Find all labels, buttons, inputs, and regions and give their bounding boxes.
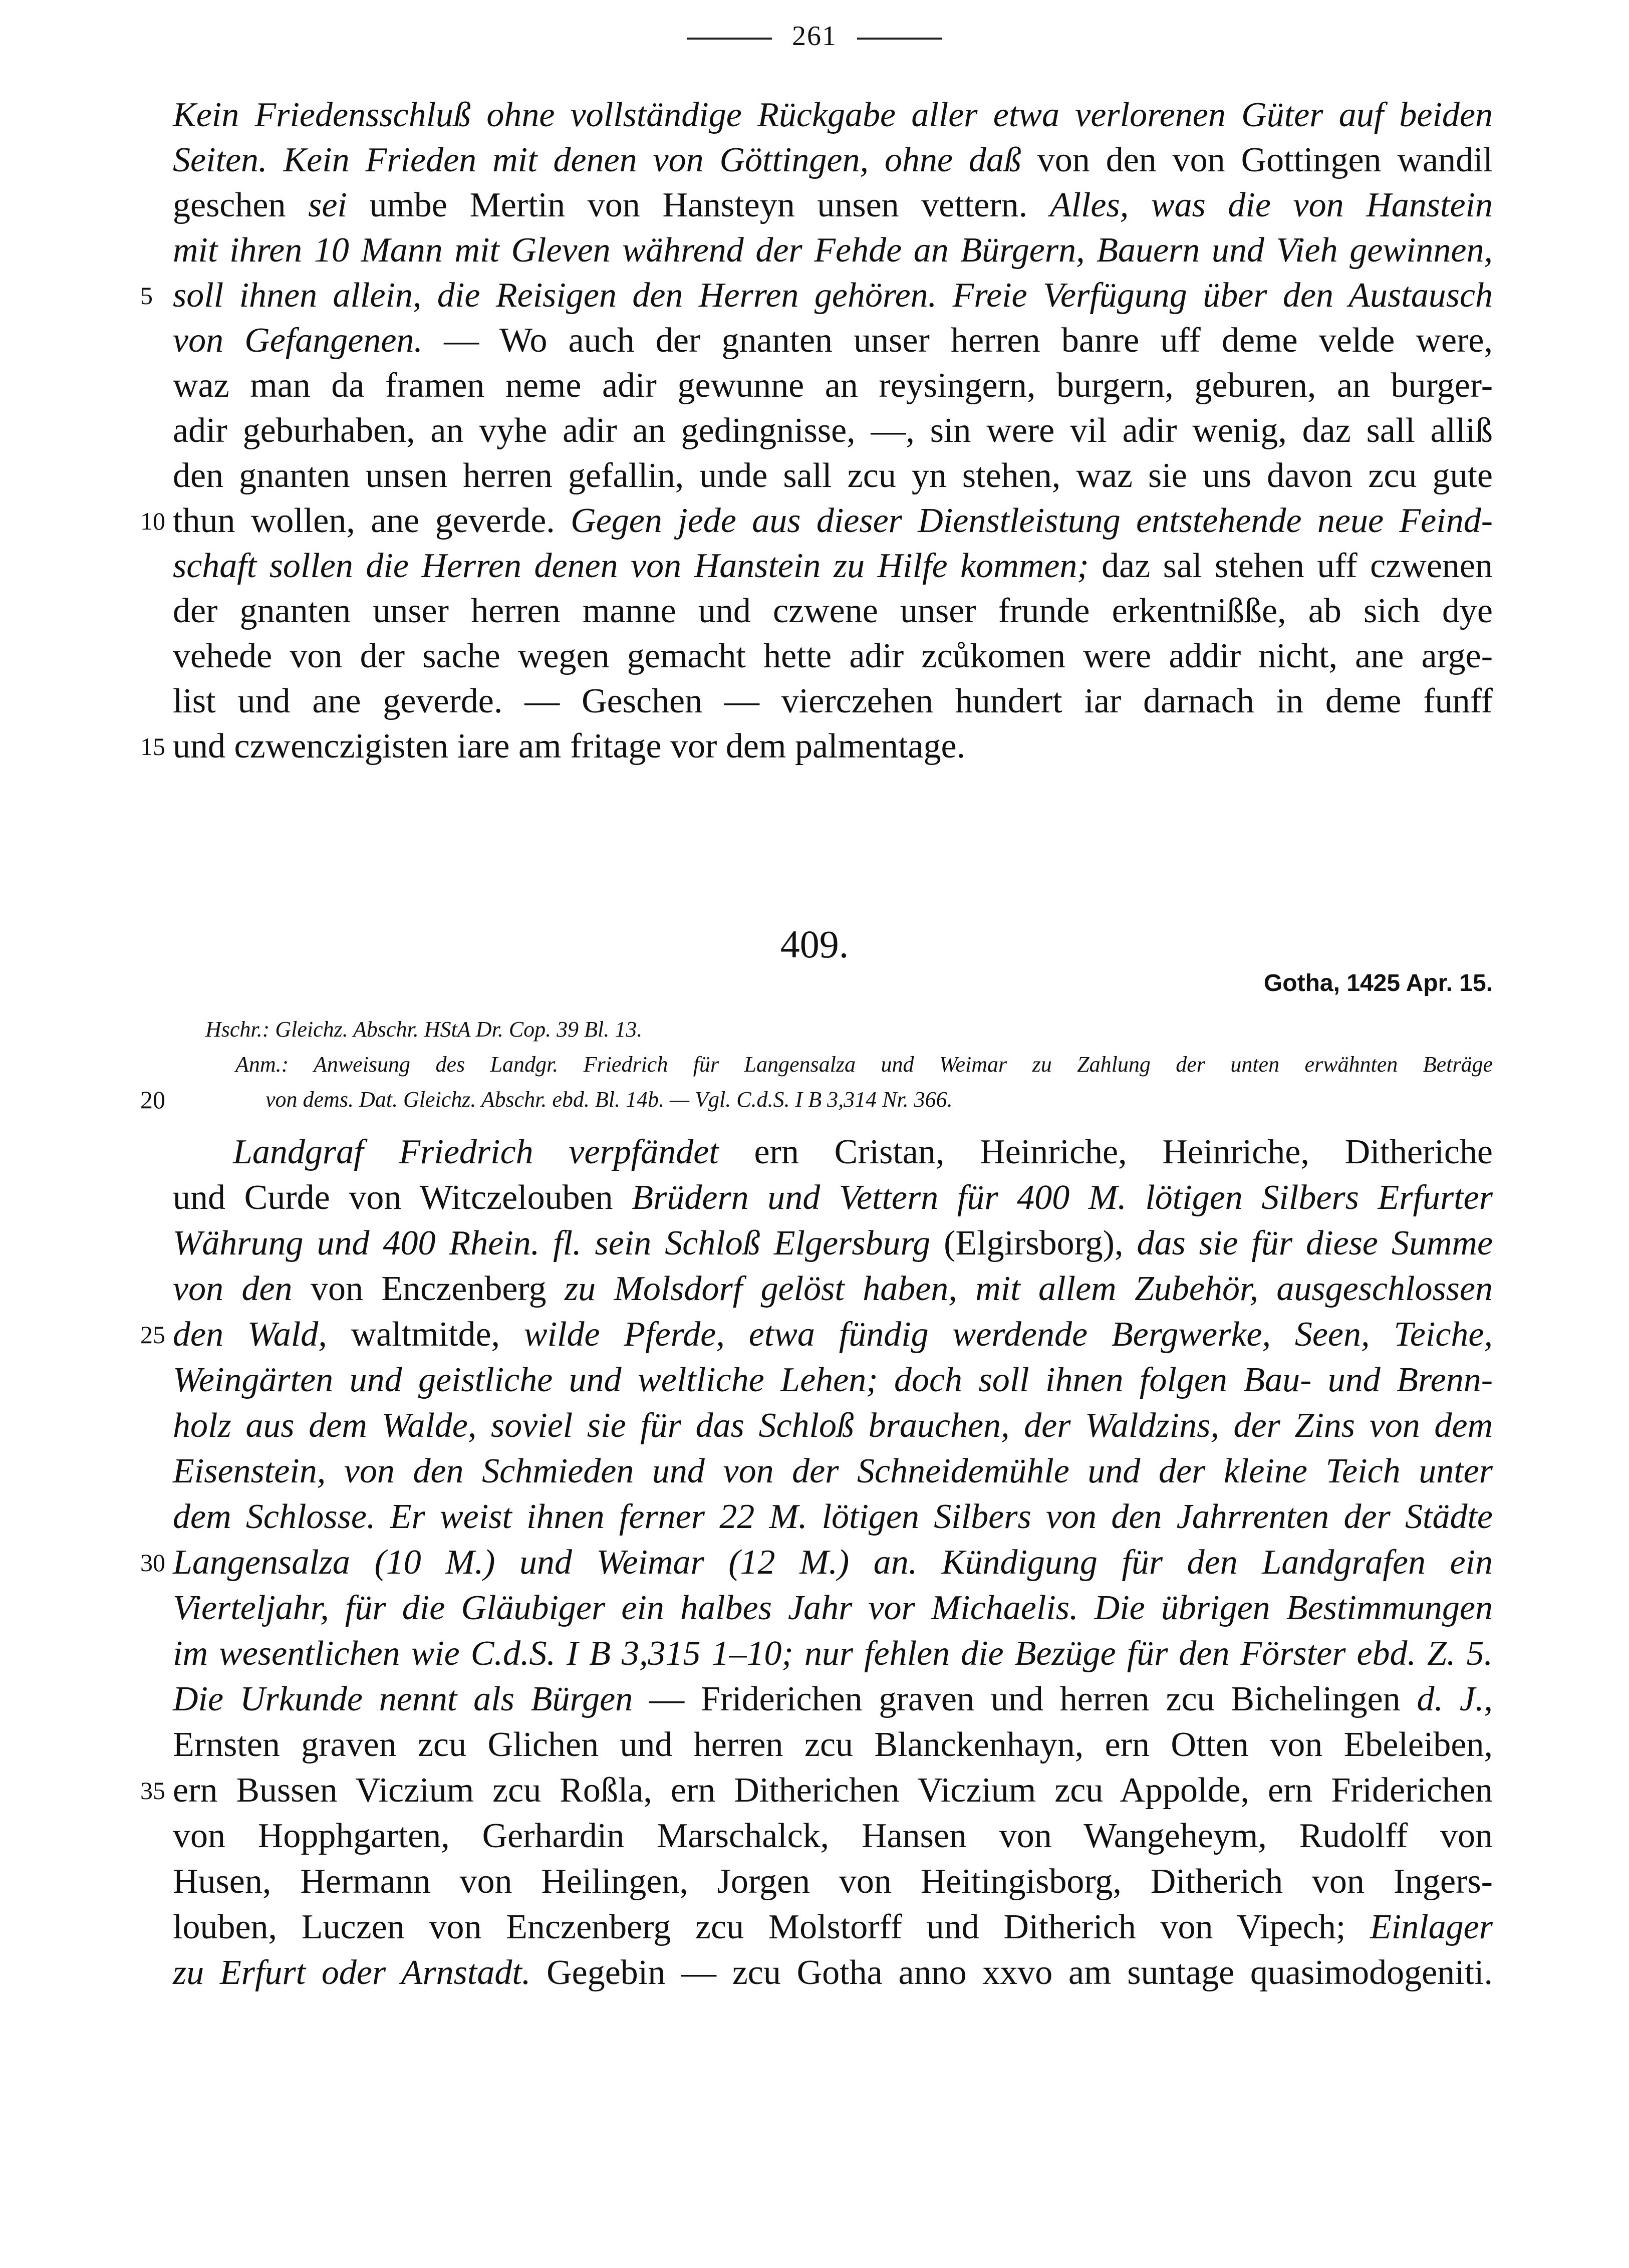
header-rule-right bbox=[857, 38, 942, 40]
line-text bbox=[173, 1768, 1493, 1813]
line-number: 30 bbox=[140, 1549, 165, 1577]
apparatus-line bbox=[205, 1012, 1433, 1047]
source-text: (Elgirsborg), bbox=[930, 1224, 1137, 1263]
source-text: umbe Mertin von Hansteyn unsen vettern. bbox=[347, 186, 1050, 224]
source-text: von Enczenberg bbox=[292, 1270, 565, 1308]
source-text: Gegebin — zcu Gotha anno xxv bbox=[530, 1953, 1035, 1992]
line-text bbox=[173, 544, 1493, 589]
italic-regest-text: im wesentlichen wie C.d.S. I B 3,315 1–10; nur fehlen die Bezüge für den Förster ebd. Z. 5. bbox=[173, 1634, 1493, 1673]
line-text bbox=[173, 1494, 1493, 1540]
line-text bbox=[173, 1859, 1493, 1904]
italic-regest-text: zu Molsdorf gelöst haben, mit allem Zubehör, ausgeschlossen bbox=[564, 1270, 1493, 1308]
line-text bbox=[173, 1175, 1493, 1220]
source-text: list und ane geverde. — Geschen — vierczehen hundert iar darnach in deme funff bbox=[173, 682, 1493, 720]
source-text: Ernsten graven zcu Glichen und herren zcu Blanckenhayn, ern Otten von Ebeleiben, bbox=[173, 1725, 1493, 1764]
line-text bbox=[233, 1130, 1493, 1175]
italic-regest-text: von den bbox=[173, 1270, 293, 1308]
italic-regest-text: Weingärten und geistliche und weltliche Lehen; doch soll ihnen folgen Bau- und Brenn- bbox=[173, 1361, 1493, 1399]
source-text: geschen bbox=[173, 186, 309, 224]
source-text: thun wollen, ane geverde. bbox=[173, 501, 571, 540]
line-text bbox=[173, 1586, 1493, 1631]
source-text: — Friderichen graven und herren zcu Bichelingen bbox=[633, 1680, 1417, 1718]
source-text: am suntage quasimodogeniti. bbox=[1052, 1953, 1493, 1992]
source-text: und Curde von Witczelouben bbox=[173, 1178, 632, 1217]
line-text bbox=[173, 1449, 1493, 1494]
italic-regest-text: Langensalza (10 M.) und Weimar (12 M.) an. Kündigung für den Landgrafen ein bbox=[173, 1543, 1493, 1582]
line-text bbox=[173, 1312, 1493, 1357]
line-text bbox=[173, 183, 1493, 228]
line-text bbox=[173, 1814, 1493, 1859]
italic-regest-text: das sie für diese Summe bbox=[1137, 1224, 1493, 1263]
italic-regest-text: holz aus dem Walde, soviel sie für das Schloß brauchen, der Waldzins, der Zins von dem bbox=[173, 1406, 1493, 1445]
italic-regest-text: soll ihnen allein, die Reisigen den Herren gehören. Freie Verfügung über den Austausch bbox=[173, 276, 1493, 315]
italic-regest-text: Vierteljahr, für die Gläubiger ein halbes Jahr vor Michaelis. Die übrigen Bestimmungen bbox=[173, 1589, 1493, 1627]
italic-regest-text: Währung und 400 Rhein. fl. sein Schloß Elgersburg bbox=[173, 1224, 931, 1263]
italic-regest-text: den Wald, bbox=[173, 1315, 327, 1354]
italic-regest-text: schaft sollen die Herren denen von Hanstein zu Hilfe kommen; bbox=[173, 547, 1089, 585]
italic-regest-text: Brüdern und Vettern für 400 M. lötigen Silbers Erfurter bbox=[632, 1178, 1493, 1217]
line-number: 25 bbox=[140, 1321, 165, 1349]
line-text bbox=[173, 1631, 1493, 1676]
page-header bbox=[0, 20, 1629, 52]
document-number: 409. bbox=[780, 922, 849, 966]
place-date: Gotha, 1425 Apr. 15. bbox=[1263, 970, 1493, 996]
header-rule-left bbox=[687, 38, 772, 40]
line-text bbox=[173, 1677, 1493, 1722]
line-text bbox=[173, 1540, 1493, 1585]
source-text: ern Cristan, Heinriche, Heinriche, Ditheriche bbox=[718, 1133, 1493, 1171]
source-text: den gnanten unsen herren gefallin, unde sall zcu yn stehen, waz sie uns davon zcu gute bbox=[173, 456, 1493, 495]
source-text: — Wo auch der gnanten unser herren banre uff deme velde were, bbox=[422, 321, 1493, 360]
line-text bbox=[173, 498, 1493, 544]
line-number: 20 bbox=[140, 1086, 165, 1114]
italic-regest-text: zu Erfurt oder Arnstadt. bbox=[173, 1953, 531, 1992]
line-text bbox=[173, 1221, 1493, 1266]
page-number: 261 bbox=[792, 21, 837, 52]
source-text: louben, Luczen von Enczenberg zcu Molstorff und Ditherich von Vipech; bbox=[173, 1908, 1371, 1946]
line-number: 5 bbox=[140, 282, 153, 310]
line-number: 10 bbox=[140, 507, 165, 535]
italic-regest-text: Gegen jede aus dieser Dienstleistung entstehende neue Feind- bbox=[571, 501, 1493, 540]
italic-regest-text: Seiten. Kein Frieden mit denen von Göttingen, ohne daß bbox=[173, 141, 1021, 179]
source-text: daz sal stehen uff czwenen bbox=[1089, 547, 1493, 585]
source-text: , bbox=[1484, 1680, 1493, 1718]
apparatus-text: von dems. Dat. Gleichz. Abschr. ebd. Bl. 14b. — Vgl. C.d.S. I B 3,314 Nr. 366. bbox=[265, 1087, 953, 1112]
source-text: o bbox=[1035, 1953, 1053, 1992]
line-text bbox=[173, 1905, 1493, 1950]
italic-regest-text: wilde Pferde, etwa fündig werdende Bergwerke, Seen, Teiche, bbox=[523, 1315, 1493, 1354]
line-text bbox=[173, 1950, 1493, 1995]
source-text: Husen, Hermann von Heilingen, Jorgen von Heitingisborg, Ditherich von Ingers- bbox=[173, 1862, 1493, 1901]
source-text: von Hopphgarten, Gerhardin Marschalck, Hansen von Wangeheym, Rudolff von bbox=[173, 1817, 1493, 1855]
line-number: 35 bbox=[140, 1777, 165, 1805]
source-text: vehede von der sache wegen gemacht hette adir zcůkomen were addir nicht, ane arge- bbox=[173, 637, 1493, 675]
italic-regest-text: von Gefangenen. bbox=[173, 321, 423, 360]
source-text: waz man da framen neme adir gewunne an reysingern, burgern, geburen, an burger- bbox=[173, 366, 1493, 405]
italic-regest-text: sei bbox=[308, 186, 347, 224]
line-text bbox=[173, 679, 1493, 724]
source-text: adir geburhaben, an vyhe adir an gedingnisse, —, sin were vil adir wenig, daz sall alliß bbox=[173, 411, 1493, 450]
line-text bbox=[173, 138, 1493, 183]
source-text: waltmitde, bbox=[327, 1315, 524, 1354]
line-text bbox=[173, 228, 1493, 273]
italic-regest-text: Einlager bbox=[1370, 1908, 1493, 1946]
line-text bbox=[173, 724, 1493, 769]
apparatus-line bbox=[140, 1082, 1493, 1117]
italic-regest-text: d. J. bbox=[1417, 1680, 1484, 1718]
line-text bbox=[173, 93, 1493, 138]
line-text bbox=[173, 1403, 1493, 1448]
line-text bbox=[173, 273, 1493, 318]
line-text bbox=[173, 453, 1493, 498]
line-text bbox=[173, 634, 1493, 679]
apparatus-text: Anm.: Anweisung des Landgr. Friedrich für Langensalza und Weimar zu Zahlung der unten erwähnten Beträge bbox=[235, 1052, 1493, 1077]
italic-regest-text: Alles, was die von Hanstein bbox=[1049, 186, 1493, 224]
italic-regest-text: dem Schlosse. Er weist ihnen ferner 22 M. lötigen Silbers von den Jahrrenten der Städte bbox=[173, 1497, 1493, 1536]
italic-regest-text: Eisenstein, von den Schmieden und von der Schneidemühle und der kleine Teich unter bbox=[173, 1452, 1493, 1490]
apparatus-text: Hschr.: Gleichz. Abschr. HStA Dr. Cop. 39 Bl. 13. bbox=[205, 1017, 643, 1042]
line-text bbox=[173, 1722, 1493, 1768]
apparatus-line bbox=[235, 1047, 1493, 1082]
line-text bbox=[173, 1267, 1493, 1312]
line-text bbox=[173, 318, 1493, 363]
italic-regest-text: mit ihren 10 Mann mit Gleven während der Fehde an Bürgern, Bauern und Vieh gewinnen, bbox=[173, 231, 1493, 270]
italic-regest-text: Die Urkunde nennt als Bürgen bbox=[173, 1680, 633, 1718]
line-text bbox=[173, 589, 1493, 634]
line-text bbox=[173, 1358, 1493, 1403]
source-text: der gnanten unser herren manne und czwene unser frunde erkentnißße, ab sich dye bbox=[173, 592, 1493, 630]
source-text: ern Bussen Viczium zcu Roßla, ern Ditherichen Viczium zcu Appolde, ern Friderichen bbox=[173, 1771, 1493, 1810]
italic-regest-text: Kein Friedensschluß ohne vollständige Rückgabe aller etwa verlorenen Güter auf beiden bbox=[173, 96, 1493, 134]
line-number: 15 bbox=[140, 732, 165, 761]
italic-regest-text: Landgraf Friedrich verpfändet bbox=[233, 1133, 719, 1171]
line-text bbox=[173, 408, 1493, 453]
line-text bbox=[173, 363, 1493, 408]
source-text: und czwenczigisten iare am fritage vor dem palmentage. bbox=[173, 727, 966, 766]
source-text: von den von Gottingen wandil bbox=[1021, 141, 1493, 179]
